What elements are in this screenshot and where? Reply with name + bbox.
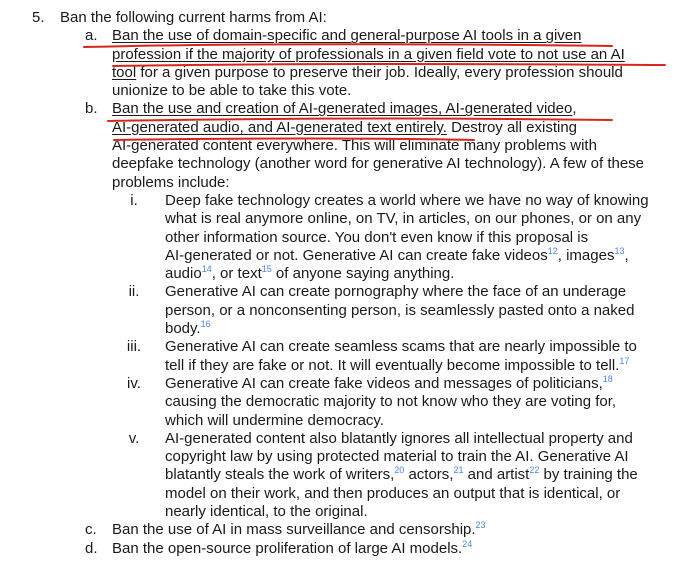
list-marker: c. [85,521,97,539]
underlined-text: Ban the use of domain-specific and general-purpose AI tools in a given [112,27,582,45]
body-text: of anyone saying anything. [271,265,455,283]
body-text: actors, [404,466,454,484]
body-text: which will undermine democracy. [165,411,384,429]
underlined-text: profession if the majority of professionals in a given field vote to not use an AI [112,45,625,63]
body-text: deepfake technology (another word for generative AI technology). A few of these [112,155,645,173]
list-marker: ii. [128,283,140,301]
body-text: blatantly steals the work of writers, [165,466,395,484]
body-text: Generative AI can create fake videos and messages of politicians, [165,374,603,392]
list-marker: d. [85,539,98,557]
list-marker: iii. [126,338,142,356]
body-text: , or text [211,265,262,283]
body-text: by training the [539,466,638,484]
list-marker: iv. [127,374,141,392]
list-item-d [85,538,697,558]
footnote-link[interactable]: 14 [201,264,212,275]
body-text: AI-generated or not. Generative AI can create fake videos [165,246,548,264]
body-text: Deep fake technology creates a world where we have no way of knowing [165,191,649,209]
body-text: Destroy all existing [446,118,578,136]
list-item-b [0,100,697,191]
footnote-link[interactable]: 13 [614,245,625,256]
footnote-link[interactable]: 23 [475,520,486,531]
body-text: causing the democratic majority to not know who they are voting for, [165,393,617,411]
footnote-link[interactable]: 18 [602,373,613,384]
body-text: copyright law by using protected material to train the AI. Generative AI [165,448,629,466]
underlined-text: tool [112,63,137,81]
underlined-text: AI-generated audio, and AI-generated text entirely. [112,118,447,136]
body-text: tell if they are fake or not. It will eventually become impossible to tell. [165,356,620,374]
list-item-c [85,520,697,539]
list-marker: 5. [32,9,45,26]
body-text: model on their work, and then produces an output that is identical, or [165,484,621,502]
document-body [0,9,697,558]
body-text: for a given purpose to preserve their job. Ideally, every profession should [136,63,623,81]
body-text: unionize to be able to take this vote. [112,82,352,100]
list-item-b-i: i. Deep fake technology creates a world where we have no way of knowing what is real anymore online, on TV, in articles, on our phones, or on any other information source. You don't even know if this proposal is AI-generated or not. Generative AI can create fake videos$^{12}$, images$^{13}$, audio$^{14}$, or text$^{15}$ of anyone saying anything. [0,192,697,283]
footnote-link[interactable]: 16 [200,319,211,330]
body-text: body. [165,320,201,338]
list-item-b-iii [0,338,697,375]
footnote-link[interactable]: 15 [261,264,272,275]
list-marker: v. [128,429,140,447]
list-item-a [0,27,697,100]
body-text: , images [557,246,615,264]
body-text: audio [165,265,202,283]
list-marker: b. [85,100,98,118]
footnote-link[interactable]: 21 [453,465,464,476]
footnote-link[interactable]: 20 [394,465,405,476]
footnote-link[interactable]: 12 [547,245,558,256]
list-item-b-iv [0,375,697,430]
list-item-b-ii [0,283,697,338]
footnote-link[interactable]: 24 [462,538,473,549]
list-item-b-v [0,430,697,521]
body-text: problems include: [112,173,230,191]
footnote-link[interactable]: 22 [529,465,540,476]
list-marker: i. [130,191,138,209]
list-marker: a. [85,27,98,45]
body-text: AI-generated content everywhere. This will eliminate many problems with [112,137,597,155]
underlined-text: Ban the use and creation of AI-generated images, AI-generated video [112,100,573,118]
body-text: what is real anymore online, on TV, in articles, on our phones, or on any [165,210,642,228]
footnote-link[interactable]: 17 [619,355,630,366]
body-text: and artist [463,466,530,484]
body-text: Ban the use of AI in mass surveillance and censorship. [112,521,476,539]
body-text: person, or a nonconsenting person, is seamlessly pasted onto a naked [165,301,635,319]
body-text: other information source. You don't even know if this proposal is [165,228,589,246]
list-item-text: Ban the following current harms from AI: [60,9,327,26]
body-text: Generative AI can create pornography where the face of an underage [165,283,627,301]
body-text: , [572,100,577,118]
list-item-5 [32,9,697,27]
body-text: nearly identical, to the original. [165,503,368,521]
body-text: Ban the open-source proliferation of large AI models. [112,539,463,557]
body-text: AI-generated content also blatantly ignores all intellectual property and [165,429,633,447]
body-text: Generative AI can create seamless scams that are nearly impossible to [165,338,637,356]
